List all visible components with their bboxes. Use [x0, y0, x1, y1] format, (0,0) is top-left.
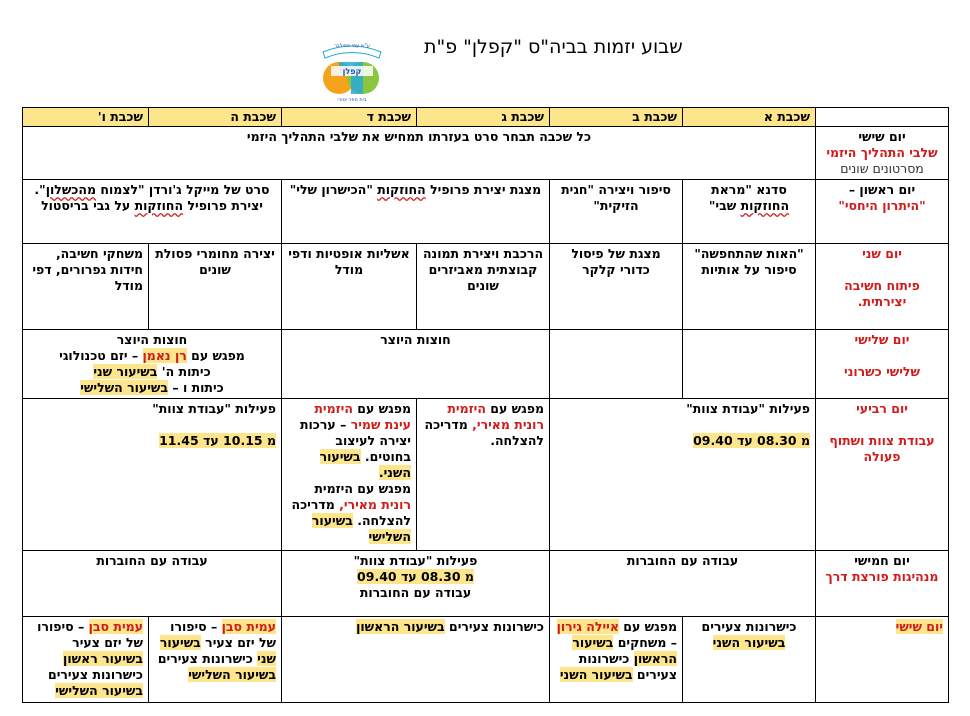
activity-text: פעילות "עבודת צוות": [353, 553, 478, 568]
activity-cell: [23, 551, 282, 617]
activity-text: סדנא "מראת: [711, 182, 787, 197]
header-corner: [816, 108, 949, 127]
activity-text: על גבי בריסטול: [41, 198, 131, 213]
activity-text: חוצות היוצר: [380, 332, 451, 347]
activity-text: החוזקות: [134, 198, 184, 213]
activity-text: החוזקות: [740, 198, 790, 213]
activity-text: כישרונות צעירים: [48, 667, 143, 682]
activity-text: מפגש עם: [357, 401, 411, 416]
activity-cell: [683, 244, 816, 330]
activity-text: סרט של מייקל ג'ורדן "לצמוח: [100, 182, 270, 197]
activity-text: סיפור ויצירה "חגית הזיקית": [561, 182, 671, 213]
time-highlight: מ 10.15 עד 11.45: [159, 433, 276, 448]
time-highlight: בשיעור שני: [93, 364, 158, 379]
activity-cell: [550, 551, 816, 617]
activity-text: מצגת יצירת פרופיל: [430, 182, 542, 197]
day-cell: [816, 399, 949, 551]
activity-cell: [550, 330, 683, 399]
day-cell: [816, 330, 949, 399]
header-grade-2: שכבת ב: [550, 108, 683, 127]
day-subtitle: "היתרון היחסי": [838, 198, 926, 213]
day-subtitle: שלישי כשרוני: [844, 364, 920, 379]
day-subtitle: שלבי התהליך היזמי: [826, 145, 938, 160]
activity-cell: [23, 617, 149, 703]
day-name: יום רביעי: [856, 401, 908, 416]
activity-text: כיתות ו –: [172, 380, 224, 395]
header-grade-6: שכבת ו': [23, 108, 149, 127]
activity-text: שבי": [708, 198, 737, 213]
day-name: יום שלישי: [854, 332, 910, 347]
activity-text: עבודה עם החוברות: [626, 553, 739, 568]
guest-name: היזמית עינת שמיר: [314, 401, 411, 432]
activity-text: מפגש עם היזמית: [314, 481, 411, 496]
time-highlight: מ 08.30 עד 09.40: [357, 569, 474, 584]
day-cell: [816, 180, 949, 244]
day-name: יום שני: [862, 246, 902, 261]
logo-bottom-text: בית ספר יסודי: [337, 97, 367, 102]
activity-text: אשליות אופטיות ודפי מודל: [288, 246, 410, 277]
day-cell: [816, 617, 949, 703]
time-highlight: בשיעור הראשון: [572, 635, 677, 666]
activity-text: פעילות "עבודת צוות": [152, 401, 276, 416]
guest-name: עמית סבן: [88, 619, 143, 634]
activity-cell: [23, 127, 816, 180]
day-subtitle: מנהיגות פורצת דרך: [825, 569, 939, 584]
day-name: יום שישי: [858, 129, 906, 144]
activity-text: כל שכבה תבחר סרט בעזרתו תמחיש את שלבי התהליך היזמי: [246, 129, 592, 144]
header-row: [23, 108, 949, 127]
header-grade-1: שכבת א: [683, 108, 816, 127]
time-highlight: בשיעור הראשון: [356, 619, 445, 634]
day-cell: [816, 551, 949, 617]
activity-text: כישרונות צעירים: [449, 619, 544, 634]
day-subtitle: פיתוח חשיבה יצירתית.: [844, 278, 920, 309]
table-row: [23, 399, 949, 551]
time-highlight: בשיעור השני: [712, 635, 786, 650]
activity-text: כישרונות צעירים: [578, 651, 677, 682]
time-highlight: מ 08.30 עד 09.40: [693, 433, 810, 448]
activity-cell: [282, 399, 417, 551]
table-row: [23, 617, 949, 703]
day-note: מסרטונים שונים: [840, 161, 924, 176]
table-row: [23, 244, 949, 330]
time-highlight: בשיעור השלישי: [55, 683, 143, 698]
activity-cell: [282, 330, 550, 399]
activity-text: "הכישרון שלי": [289, 182, 373, 197]
page-title: שבוע יזמות בביה"ס "קפלן" פ"ת: [424, 36, 683, 58]
time-highlight: בשיעור ראשון: [63, 651, 143, 666]
activity-cell: [23, 180, 282, 244]
guest-name: עמית סבן: [221, 619, 276, 634]
activity-text: הרכבת ויצירת תמונה קבוצתית מאביזרים שונים: [422, 246, 544, 293]
day-cell: [816, 244, 949, 330]
activity-cell: [550, 244, 683, 330]
table-row: [23, 127, 949, 180]
guest-name: רן נאמן: [142, 348, 187, 363]
activity-text: – סיפורו של יזם צעיר: [37, 619, 143, 650]
activity-text: – יזם טכנולוגי: [59, 348, 139, 363]
table-row: [23, 551, 949, 617]
activity-cell: [417, 244, 550, 330]
time-highlight: בשיעור השני.: [319, 449, 411, 480]
activity-text: עבודה עם החוברות: [359, 585, 472, 600]
logo-top-text: ע"ש עמי ספילבר: [334, 43, 370, 49]
activity-text: חוצות היוצר: [116, 332, 188, 347]
header-grade-4: שכבת ד: [282, 108, 417, 127]
activity-cell: [550, 617, 683, 703]
activity-text: כישרונות צעירים: [701, 619, 797, 634]
activity-text: מפגש עם: [490, 401, 544, 416]
activity-text: מצגת של פיסול כדורי קלקר: [571, 246, 661, 277]
time-highlight: בשיעור השלישי: [188, 667, 276, 682]
day-subtitle: עבודת צוות ושתוף פעולה: [829, 433, 935, 464]
day-name: יום שישי: [895, 619, 943, 634]
schedule-table: [22, 107, 949, 703]
day-name: יום חמישי: [854, 553, 910, 568]
activity-cell: [683, 617, 816, 703]
guest-name: היזמית רונית מאירי,: [447, 401, 544, 432]
header-grade-5: שכבת ה: [149, 108, 282, 127]
activity-text: – ערכות יצירה לעיצוב בחוטים.: [299, 417, 411, 464]
activity-text: מהכשלון: [45, 182, 97, 197]
time-highlight: בשיעור השלישי: [311, 513, 411, 544]
day-name: יום ראשון –: [848, 182, 916, 197]
activity-cell: [23, 244, 149, 330]
activity-cell: [683, 330, 816, 399]
activity-cell: [149, 617, 282, 703]
activity-text: כישרונות צעירים: [157, 651, 253, 666]
activity-cell: [417, 399, 550, 551]
activity-cell: [683, 180, 816, 244]
guest-name: רונית מאירי,: [339, 497, 411, 512]
school-logo: [317, 38, 387, 102]
activity-cell: [282, 551, 550, 617]
time-highlight: בשיעור שני: [159, 635, 276, 666]
guest-name: איילה גירון: [556, 619, 619, 634]
activity-cell: [282, 244, 417, 330]
header-grade-3: שכבת ג: [417, 108, 550, 127]
activity-text: כיתות ה': [161, 364, 211, 379]
time-highlight: בשיעור השני: [559, 667, 633, 682]
activity-cell: [149, 244, 282, 330]
activity-cell: [23, 399, 282, 551]
activity-text: מפגש עם: [191, 348, 245, 363]
activity-text: – משחקים: [617, 635, 677, 650]
activity-text: החוזקות: [377, 182, 426, 197]
table-row: [23, 180, 949, 244]
activity-cell: [550, 399, 816, 551]
activity-cell: [23, 330, 282, 399]
activity-text: – סיפורו של יזם צעיר: [170, 619, 276, 650]
activity-text: מדריכה להצלחה.: [424, 417, 544, 448]
activity-text: משחקי חשיבה, חידות גפרורים, דפי מודל: [32, 246, 143, 293]
activity-text: עבודה עם החוברות: [96, 553, 208, 568]
activity-text: פעילות "עבודת צוות": [686, 401, 810, 416]
activity-text: "האות שהתחפשה" סיפור על אותיות: [694, 246, 804, 277]
activity-text: מפגש עם: [623, 619, 677, 634]
logo-center-text: קפלן: [342, 67, 362, 76]
activity-text: ". יצירת פרופיל: [34, 182, 263, 213]
table-row: [23, 330, 949, 399]
activity-text: יצירה מחומרי פסולת שונים: [155, 246, 275, 277]
activity-text: מדריכה להצלחה.: [291, 497, 411, 528]
activity-cell: [282, 180, 550, 244]
activity-cell: [282, 617, 550, 703]
activity-cell: [550, 180, 683, 244]
time-highlight: בשיעור השלישי: [80, 380, 168, 395]
day-cell: [816, 127, 949, 180]
